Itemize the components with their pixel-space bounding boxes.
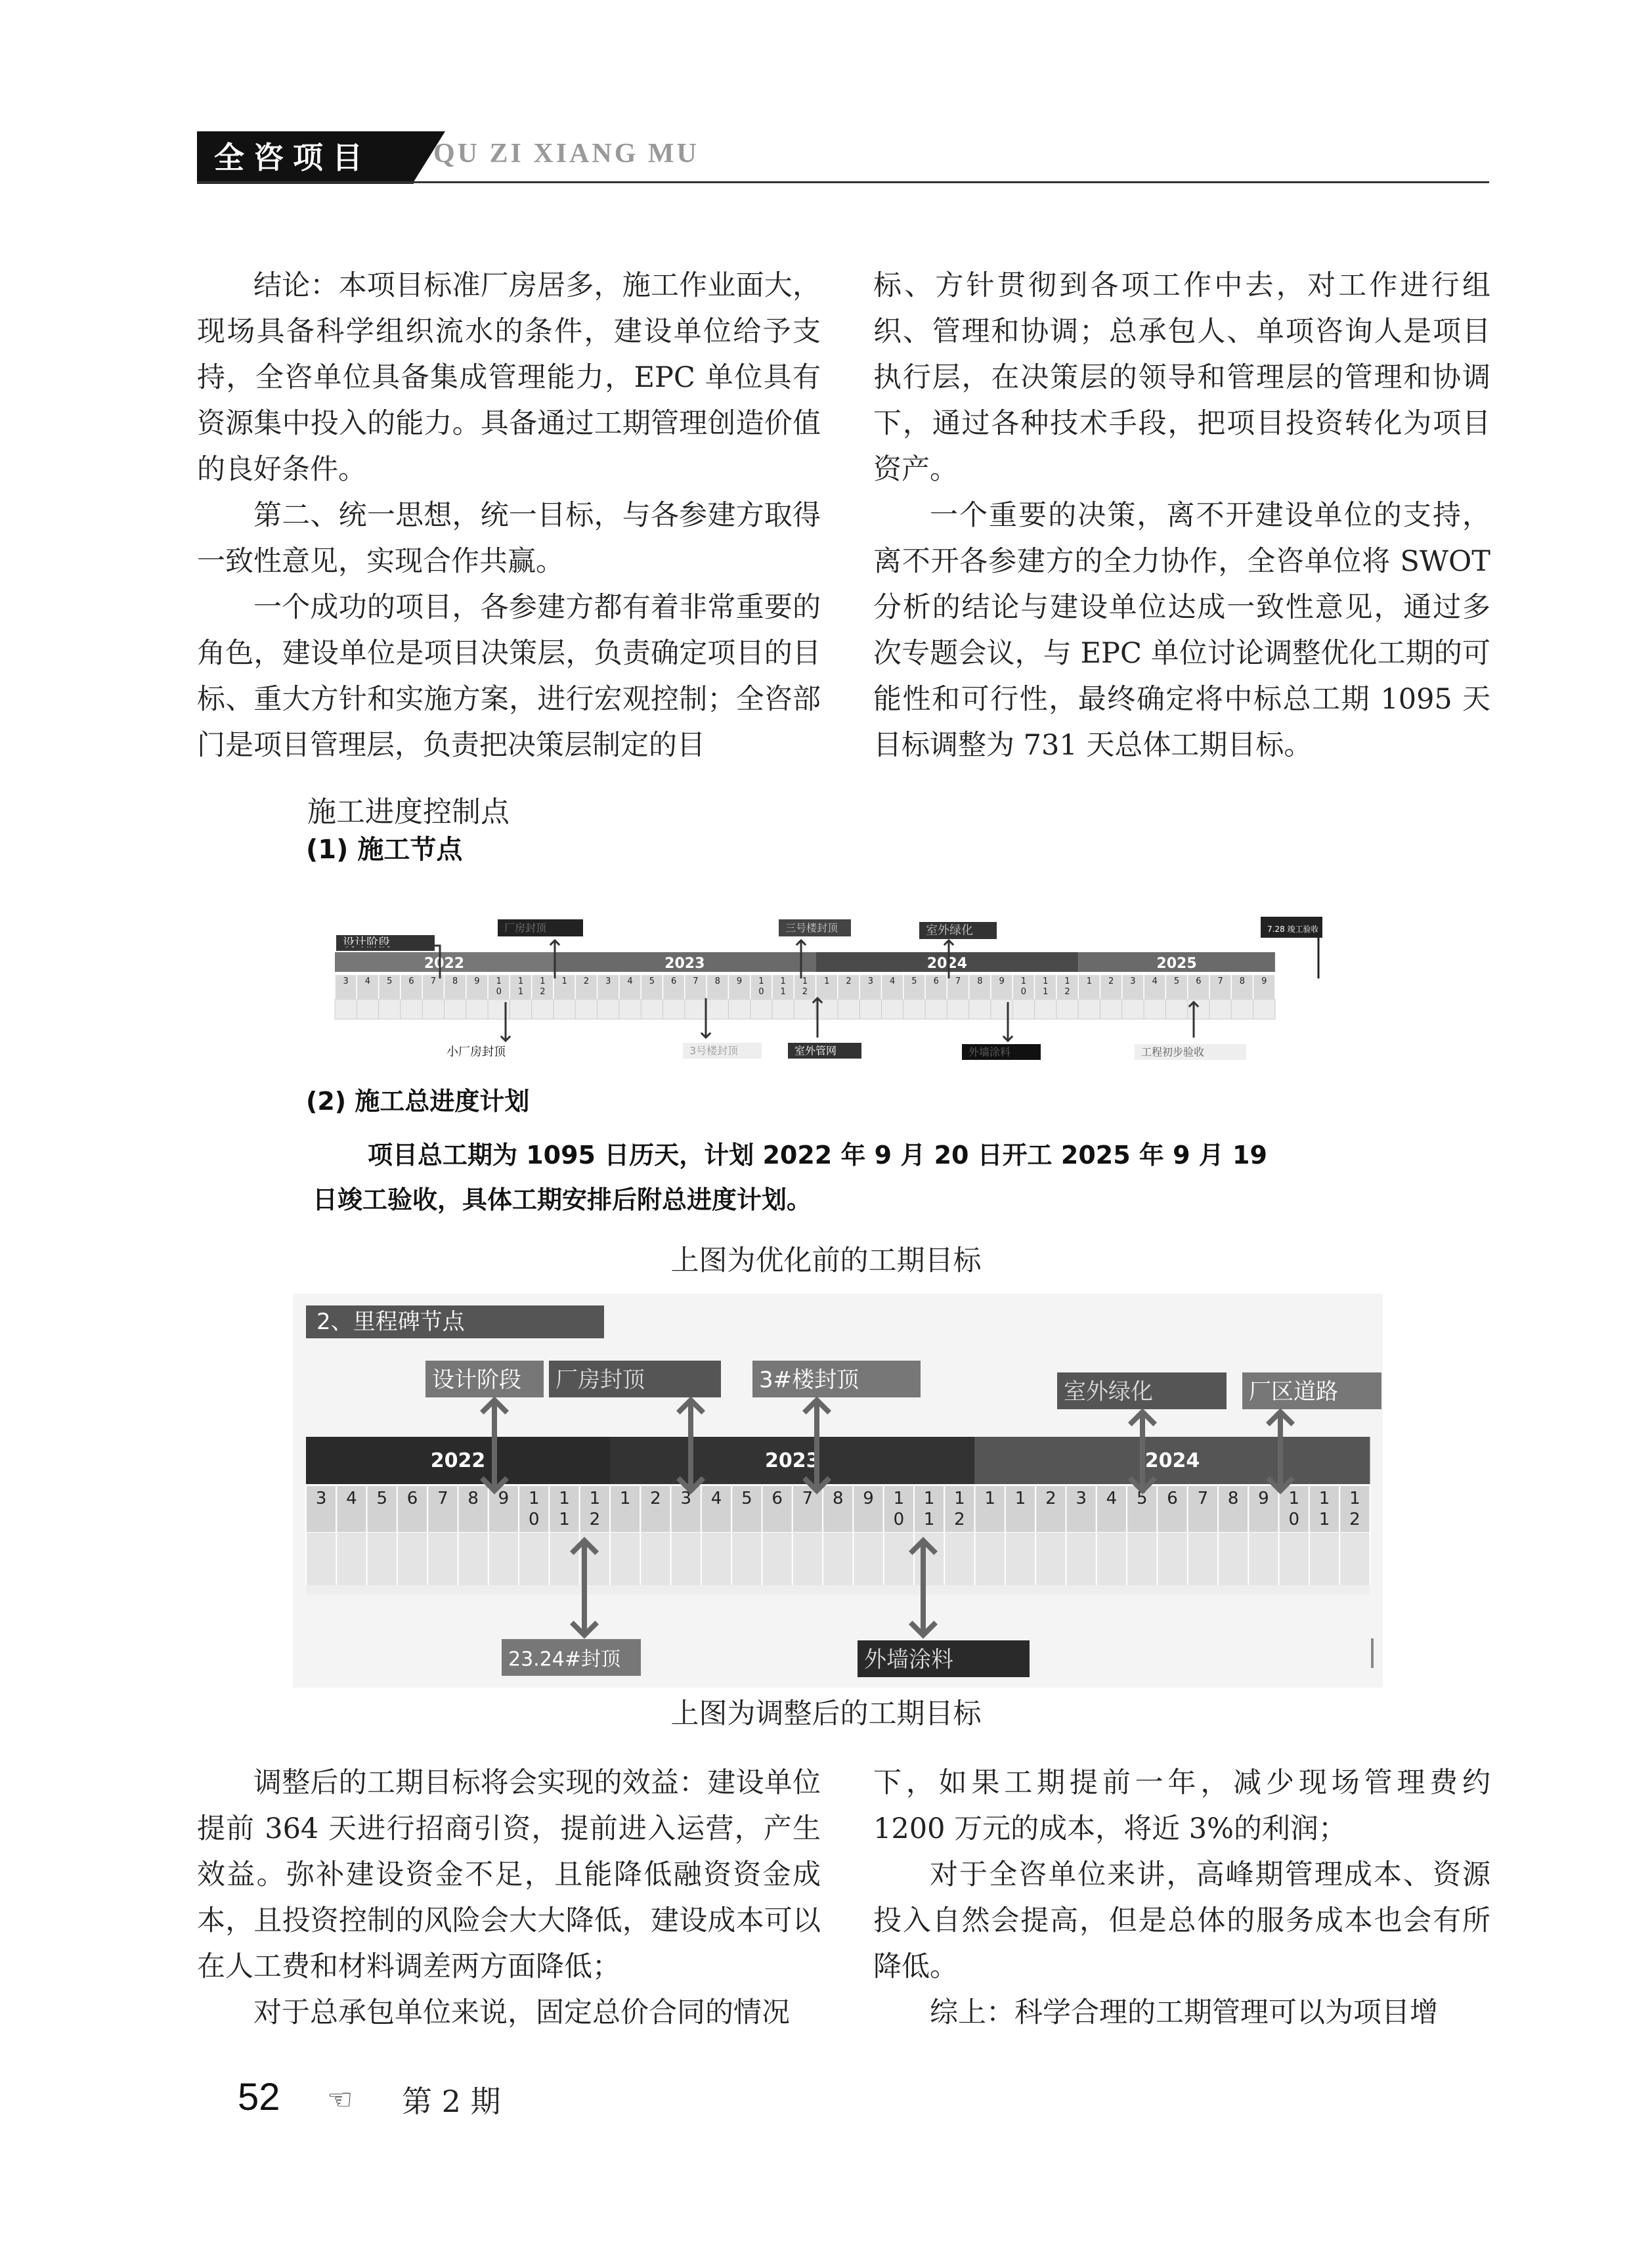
month-label: 5 (387, 976, 393, 986)
month-label: 2 (1108, 976, 1114, 986)
milestone-label-text: 23.24#封顶 (508, 1648, 621, 1671)
month-label: 1 (824, 976, 830, 986)
milestone-label-text: 3号楼封顶 (689, 1044, 739, 1057)
paragraph: 调整后的工期目标将会实现的效益：建设单位提前 364 天进行招商引资，提前进入运营，产生效益。弥补建设资金不足，且能降低融资资金成本，且投资控制的风险会大大降低，建设成本可以在人工费和材料调差两方面降低； (197, 1766, 821, 1983)
milestone-label-text: 厂房封顶 (555, 1367, 645, 1393)
figure1-paragraph-line1: 项目总工期为 1095 日历天，计划 2022 年 9 月 20 日开工 2025 年 9 月 19 (368, 1141, 1267, 1170)
milestone-label-text: 室外管网 (794, 1044, 837, 1057)
section-tag: 全咨项目 (197, 131, 414, 184)
month-label: 0 (893, 1510, 905, 1529)
month-label: 6 (406, 1489, 418, 1508)
month-label: 1 (1043, 976, 1049, 986)
month-label: 1 (1086, 976, 1092, 986)
header-rule (197, 181, 1489, 183)
month-label: 8 (1227, 1489, 1239, 1508)
month-label: 1 (1043, 987, 1049, 997)
paragraph: 一个成功的项目，各参建方都有着非常重要的角色，建设单位是项目决策层，负责确定项目的目标、重大方针和实施方案，进行宏观控制；全咨部门是项目管理层，负责把决策层制定的目 (197, 591, 821, 762)
month-label: 7 (430, 976, 436, 986)
month-label: 1 (780, 987, 786, 997)
milestone-label-text: 设计阶段 (432, 1367, 521, 1393)
month-label: 9 (863, 1489, 874, 1508)
figure1-title: 施工进度控制点 (307, 795, 510, 829)
month-label: 2 (1349, 1510, 1360, 1529)
milestone-label (919, 922, 997, 939)
milestone-label (1242, 1372, 1381, 1409)
milestone-label-text: 外墙涂料 (864, 1646, 953, 1673)
milestone-label (788, 1043, 861, 1059)
year-label: 2023 (664, 955, 705, 972)
milestone-label-text: 室外绿化 (1064, 1378, 1153, 1405)
paragraph: 第二、统一思想，统一目标，与各参建方取得一致性意见，实现合作共赢。 (197, 499, 821, 578)
month-label: 1 (1318, 1489, 1330, 1508)
month-label: 0 (1288, 1510, 1300, 1529)
month-label: 7 (693, 976, 699, 986)
year-label: 2024 (926, 955, 968, 972)
month-label: 0 (1020, 987, 1027, 997)
figure1-caption: 上图为优化前的工期目标 (670, 1244, 982, 1277)
month-label: 1 (984, 1489, 996, 1508)
issue-label: 第 2 期 (402, 2084, 501, 2119)
paragraph: 一个重要的决策，离不开建设单位的支持，离不开各参建方的全力协作，全咨单位将 SWOT 分析的结论与建设单位达成一致性意见，通过多次专题会议，与 EPC 单位讨论调整优化工期的可能性和可行性，最终确定将中标总工期 1095 天目标调整为 731 天总体工期目标。 (873, 499, 1490, 762)
month-label: 1 (758, 976, 764, 986)
milestone-label-text: 厂区道路 (1249, 1378, 1338, 1405)
month-label: 6 (408, 976, 414, 986)
pointing-hand-icon: ☜ (327, 2083, 353, 2116)
month-label: 8 (1239, 976, 1246, 986)
milestone-label (962, 1044, 1041, 1060)
month-label: 7 (802, 1489, 814, 1508)
section-english: QU ZI XIANG MU (433, 139, 699, 169)
month-label: 1 (780, 976, 786, 986)
month-label: 2 (954, 1510, 965, 1529)
milestone-label (1057, 1372, 1227, 1409)
month-label: 3 (1130, 976, 1136, 986)
month-label: 2 (583, 976, 590, 986)
month-label: 7 (1197, 1489, 1209, 1508)
figure1-timeline (328, 906, 1339, 1064)
milestone-label-text: 3#楼封顶 (759, 1367, 859, 1393)
milestone-label-text: 室外绿化 (926, 923, 973, 938)
month-label: 6 (1196, 976, 1202, 986)
month-label: 3 (605, 976, 611, 986)
month-label: 5 (1173, 976, 1180, 986)
milestone-label (752, 1361, 921, 1397)
month-label: 1 (619, 1489, 631, 1508)
month-label: 8 (452, 976, 458, 986)
month-label: 5 (911, 976, 917, 986)
year-label: 2022 (424, 955, 465, 972)
month-label: 2 (650, 1489, 661, 1508)
month-label: 1 (561, 976, 567, 986)
month-label: 3 (343, 976, 349, 986)
paragraph: 对于全咨单位来讲，高峰期管理成本、资源投入自然会提高，但是总体的服务成本也会有所降低。 (873, 1858, 1490, 1983)
month-label: 5 (649, 976, 655, 986)
month-label: 9 (999, 976, 1005, 986)
month-label: 1 (517, 987, 524, 997)
figure1-subtitle-2: (2) 施工总进度计划 (306, 1087, 530, 1116)
month-label: 3 (315, 1489, 327, 1508)
month-label: 7 (1217, 976, 1223, 986)
month-label: 1 (517, 976, 524, 986)
milestone-label-text: 小厂房封顶 (446, 1045, 506, 1059)
year-label: 2025 (1156, 955, 1197, 972)
month-label: 0 (758, 987, 764, 997)
grid-row (306, 1585, 1370, 1594)
month-label: 1 (1318, 1510, 1330, 1529)
milestone-label (440, 1044, 532, 1060)
month-label: 9 (474, 976, 480, 986)
month-label: 4 (710, 1489, 722, 1508)
year-label: 2022 (430, 1449, 486, 1472)
right-column-bottom (873, 1760, 1490, 2036)
paragraph: 综上：科学合理的工期管理可以为项目增 (930, 1996, 1438, 2029)
month-label: 1 (954, 1489, 965, 1508)
month-label: 6 (933, 976, 939, 986)
figure2-title: 2、里程碑节点 (316, 1309, 465, 1335)
year-label: 2023 (765, 1449, 820, 1472)
month-label: 3 (1076, 1489, 1087, 1508)
milestone-label (1261, 917, 1322, 938)
milestone-label-text: 外墙涂料 (968, 1045, 1011, 1059)
month-label: 4 (364, 976, 371, 986)
month-label: 8 (832, 1489, 844, 1508)
grid-row (335, 999, 1275, 1019)
month-label: 9 (498, 1489, 510, 1508)
month-label: 2 (1064, 987, 1070, 997)
month-label: 2 (540, 987, 546, 997)
figure2-timeline (293, 1294, 1383, 1688)
month-label: 8 (714, 976, 720, 986)
month-label: 3 (680, 1489, 692, 1508)
month-label: 1 (559, 1510, 570, 1529)
month-label: 4 (627, 976, 633, 986)
milestone-label (502, 1639, 641, 1676)
month-label: 1 (1349, 1489, 1360, 1508)
milestone-label (549, 1361, 721, 1397)
year-label: 2024 (1144, 1449, 1200, 1472)
month-label: 6 (772, 1489, 783, 1508)
milestone-label-text: 工程初步验收 (1141, 1045, 1205, 1059)
milestone-label (425, 1361, 544, 1397)
left-column-bottom (197, 1760, 821, 2036)
figure1-paragraph-line2: 日竣工验收，具体工期安排后附总进度计划。 (313, 1185, 812, 1214)
month-label: 3 (867, 976, 873, 986)
month-label: 1 (540, 976, 546, 986)
paragraph: 对于总承包单位来说，固定总价合同的情况 (253, 1996, 790, 2029)
milestone-label (498, 919, 583, 936)
month-label: 1 (802, 976, 808, 986)
month-label: 1 (923, 1510, 935, 1529)
paragraph: 下，如果工期提前一年，减少现场管理费约 1200 万元的成本，将近 3%的利润； (873, 1766, 1490, 1845)
milestone-label (1135, 1044, 1246, 1060)
milestone-label-text: 三号楼封顶 (785, 921, 838, 934)
month-label: 2 (589, 1510, 601, 1529)
month-label: 7 (955, 976, 961, 986)
month-label: 4 (890, 976, 896, 986)
paragraph: 结论：本项目标准厂房居多，施工作业面大，现场具备科学组织流水的条件，建设单位给予支持，全咨单位具备集成管理能力，EPC 单位具有资源集中投入的能力。具备通过工期管理创造价值的良好条件。 (197, 269, 821, 486)
month-label: 1 (1020, 976, 1027, 986)
month-label: 1 (1014, 1489, 1026, 1508)
month-label: 1 (528, 1489, 540, 1508)
month-label: 9 (1258, 1489, 1269, 1508)
paragraph: 标、方针贯彻到各项工作中去，对工作进行组织、管理和协调；总承包人、单项咨询人是项目执行层，在决策层的领导和管理层的管理和协调下，通过各种技术手段，把项目投资转化为项目资产。 (873, 269, 1490, 486)
page-number: 52 (238, 2076, 280, 2118)
milestone-label-text: 设计阶段 (343, 936, 390, 950)
month-label: 0 (528, 1510, 540, 1529)
month-label: 1 (559, 1489, 570, 1508)
month-label: 2 (1045, 1489, 1056, 1508)
month-label: 9 (736, 976, 743, 986)
month-label: 1 (1064, 976, 1070, 986)
month-label: 4 (346, 1489, 357, 1508)
month-label: 9 (1261, 976, 1267, 986)
month-label: 1 (893, 1489, 905, 1508)
month-label: 2 (846, 976, 852, 986)
month-label: 6 (1167, 1489, 1178, 1508)
month-label: 6 (671, 976, 677, 986)
month-label: 4 (1152, 976, 1158, 986)
right-column-top (873, 263, 1490, 768)
month-label: 8 (467, 1489, 479, 1508)
month-label: 5 (1136, 1489, 1148, 1508)
month-label: 1 (589, 1489, 601, 1508)
milestone-label-text: 厂房封顶 (504, 921, 547, 934)
left-column-top (197, 263, 821, 768)
grid-row (306, 1533, 1370, 1585)
month-label: 7 (437, 1489, 448, 1508)
milestone-label-text: 7.28 竣工验收 (1267, 925, 1319, 934)
milestone-label (858, 1640, 1030, 1677)
month-label: 5 (741, 1489, 752, 1508)
month-label: 4 (1106, 1489, 1118, 1508)
milestone-label (683, 1043, 762, 1059)
month-label: 0 (496, 987, 502, 997)
figure1-subtitle: (1) 施工节点 (306, 835, 463, 865)
month-label: 5 (376, 1489, 388, 1508)
month-label: 1 (496, 976, 502, 986)
milestone-label (336, 935, 435, 951)
month-label: 1 (923, 1489, 935, 1508)
figure2-caption: 上图为调整后的工期目标 (670, 1698, 982, 1730)
milestone-label (779, 919, 851, 936)
month-label: 2 (802, 987, 808, 997)
month-label: 8 (977, 976, 983, 986)
month-label: 1 (1288, 1489, 1300, 1508)
